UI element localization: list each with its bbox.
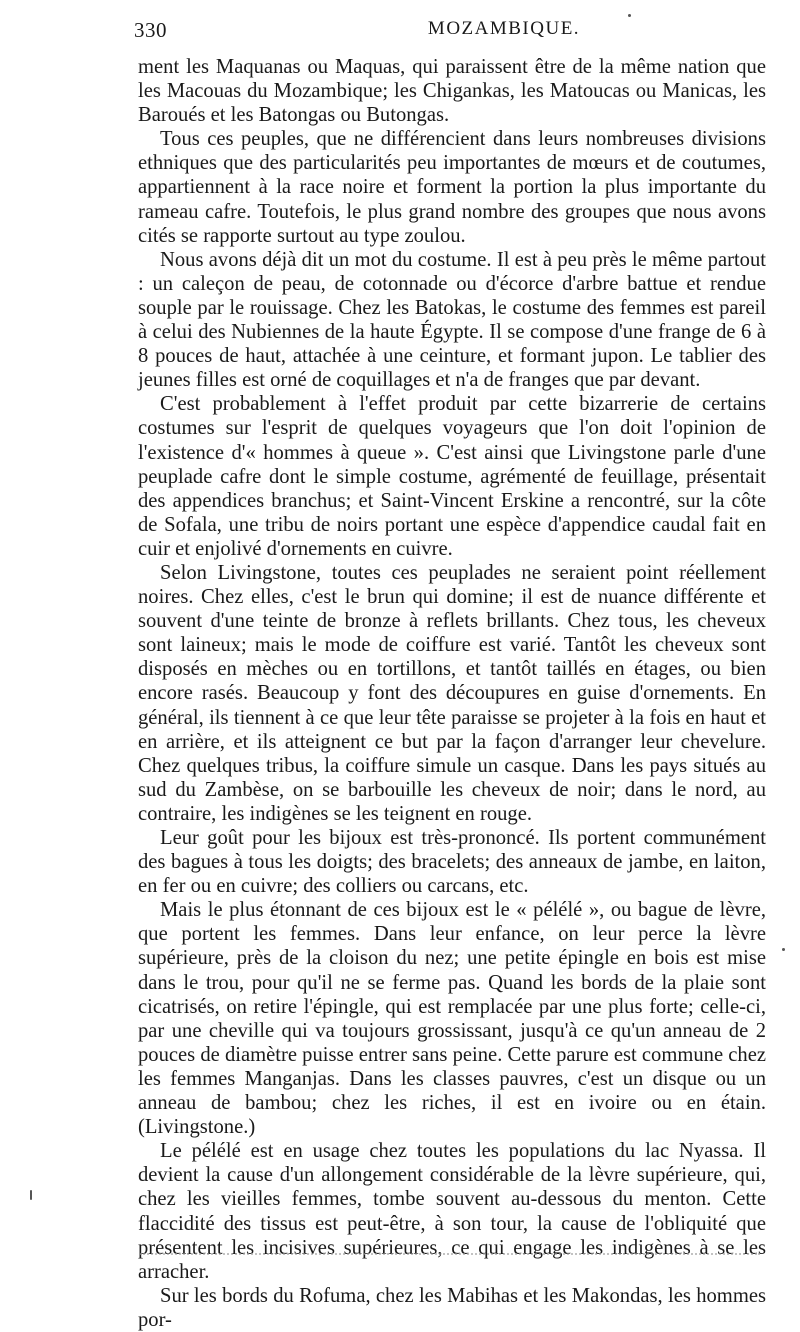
- paragraph-2: Tous ces peuples, que ne différencient dans leurs nombreuses divisions ethniques que des particularités peu importantes de mœurs et de coutumes, appartiennent à la race noire et forment la portion la plus importante du rameau cafre. Toutefois, le plus grand nombre des groupes que nous avons cités se rapporte surtout au type zoulou.: [138, 128, 766, 247]
- ink-speck: [30, 1190, 32, 1200]
- paragraph-1: ment les Maquanas ou Maquas, qui paraissent être de la même nation que les Macouas du Mozambique; les Chigankas, les Matoucas ou Manicas, les Baroués et les Batongas ou Butongas.: [138, 56, 766, 127]
- page-number: 330: [134, 18, 167, 42]
- ink-speck: [628, 14, 631, 17]
- paragraph-5: Selon Livingstone, toutes ces peuplades ne seraient point réellement noires. Chez elles, c'est le brun qui domine; il est de nuance différente et souvent d'une teinte de bronze à reflets brillants. Chez tous, les cheveux sont laineux; mais le mode de coiffure est varié. Tantôt les cheveux sont disposés en mèches ou en tortillons, et tantôt taillés en étages, ou bien encore rasés. Beaucoup y font des découpures en guise d'ornements. En général, ils tiennent à ce que leur tête paraisse se projeter à la fois en haut et en arrière, et ils atteignent ce but par la façon d'arranger leur chevelure. Chez quelques tribus, la coiffure simule un casque. Dans les pays situés au sud du Zambèse, on se barbouille les cheveux de noir; dans le nord, au contraire, les indigènes se les teignent en rouge.: [138, 561, 766, 825]
- paragraph-7: Mais le plus étonnant de ces bijoux est le « pélélé », ou bague de lèvre, que portent les femmes. Dans leur enfance, on leur perce la lèvre supérieure, près de la cloison du nez; une petite épingle en bois est mise dans le trou, pour qu'il ne se ferme pas. Quand les bords de la plaie sont cicatrisés, on retire l'épingle, qui est remplacée par une plus forte; celle-ci, par une cheville qui va toujours grossissant, jusqu'à ce qu'un anneau de 2 pouces de diamètre puisse entrer sans peine. Cette parure est commune chez les femmes Manganjas. Dans les classes pauvres, c'est un disque ou un anneau de bambou; chez les riches, il est en ivoire ou en étain. (Livingstone.): [138, 899, 766, 1139]
- footer-bleed-through: [140, 1253, 760, 1255]
- paragraph-8: Le pélélé est en usage chez toutes les populations du lac Nyassa. Il devient la cause d'un allongement considérable de la lèvre supérieure, qui, chez les vieilles femmes, tombe souvent au-dessous du menton. Cette flaccidité des tissus est peut-être, à son tour, la cause de l'obliquité que présentent les incisives supérieures, ce qui engage les indigènes à se les arracher.: [138, 1140, 766, 1283]
- paragraph-4: C'est probablement à l'effet produit par cette bizarrerie de certains costumes sur l'esprit de quelques voyageurs que l'on doit l'opinion de l'existence d'« hommes à queue ». C'est ainsi que Livingstone parle d'une peuplade cafre dont le simple costume, agrémenté de feuillage, présentait des appendices branchus; et Saint-Vincent Erskine a rencontré, sur la côte de Sofala, une tribu de noirs portant une espèce d'appendice caudal fait en cuir et enjolivé d'ornements en cuivre.: [138, 393, 766, 560]
- running-head: MOZAMBIQUE.: [427, 18, 581, 39]
- page-header: [134, 18, 764, 48]
- ink-speck: [782, 948, 785, 951]
- paragraph-9: Sur les bords du Rofuma, chez les Mabihas et les Makondas, les hommes por-: [138, 1284, 766, 1331]
- paragraph-6: Leur goût pour les bijoux est très-prononcé. Ils portent communément des bagues à tous les doigts; des bracelets; des anneaux de jambe, en laiton, en fer ou en cuivre; des colliers ou carcans, etc.: [138, 827, 766, 898]
- paragraph-3: Nous avons déjà dit un mot du costume. Il est à peu près le même partout : un caleçon de peau, de cotonnade ou d'écorce d'arbre battue et rendue souple par le rouissage. Chez les Batokas, le costume des femmes est pareil à celui des Nubiennes de la haute Égypte. Il se compose d'une frange de 6 à 8 pouces de haut, attachée à une ceinture, et formant jupon. Le tablier des jeunes filles est orné de coquillages et n'a de franges que par devant.: [138, 248, 766, 392]
- body-text: [138, 55, 766, 1332]
